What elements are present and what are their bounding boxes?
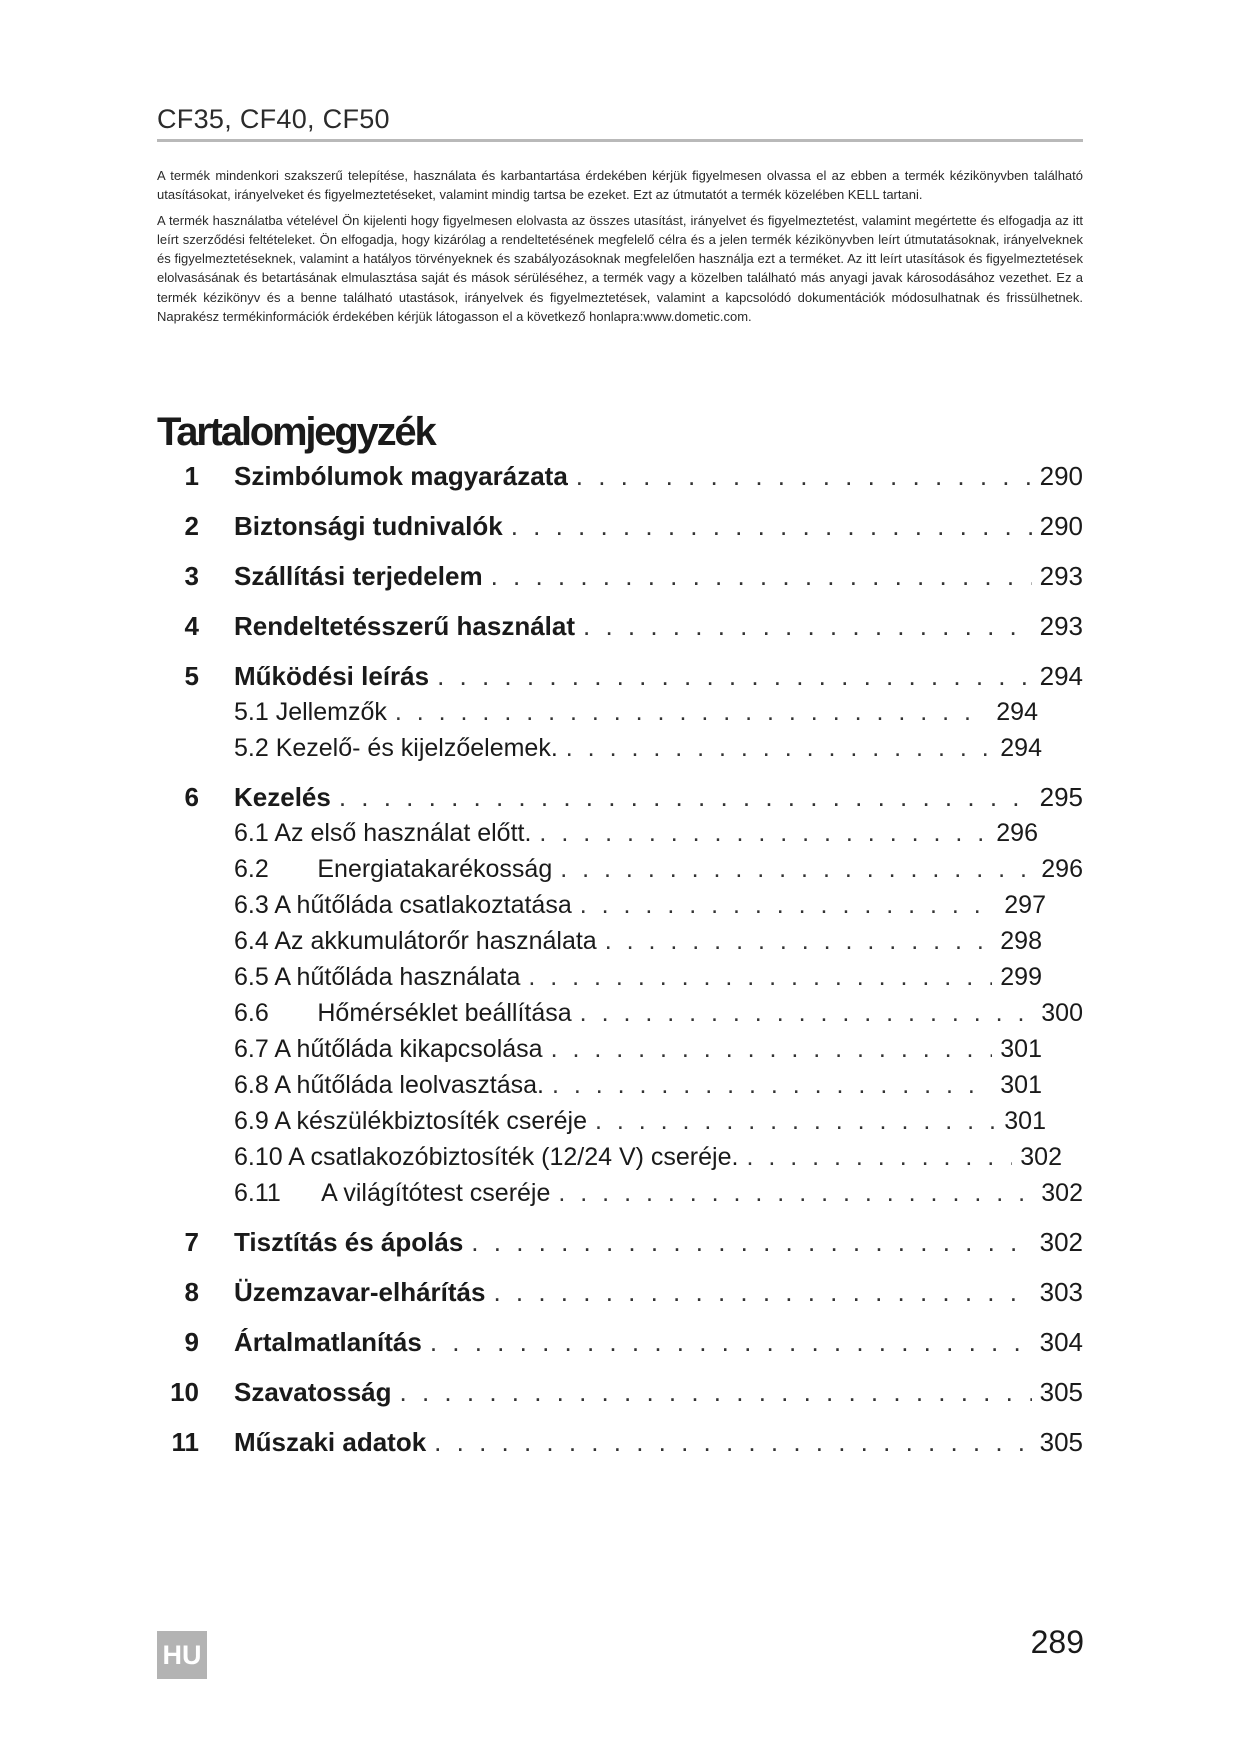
toc-subentry-page: 294 xyxy=(1000,733,1042,762)
dot-leader xyxy=(400,1377,1032,1408)
toc-subentry[interactable] xyxy=(157,1031,1083,1067)
toc-subentry[interactable] xyxy=(157,1175,1083,1211)
toc-entry-title: Ártalmatlanítás xyxy=(234,1326,422,1357)
toc-subentry-title: 6.2 Energiatakarékosság xyxy=(234,854,553,883)
toc-subentry-title: 6.8 A hűtőláda leolvasztása. xyxy=(234,1070,544,1099)
toc-subentry[interactable] xyxy=(157,1067,1083,1103)
toc-subentry-page: 296 xyxy=(996,818,1038,847)
dot-leader xyxy=(551,1035,993,1064)
dot-leader xyxy=(395,698,988,727)
toc-entry-page: 305 xyxy=(1039,1376,1083,1407)
toc-subentry-page: 296 xyxy=(1041,854,1083,883)
toc-subentry-page: 298 xyxy=(1000,926,1042,955)
toc-entry-page: 294 xyxy=(1039,660,1083,691)
toc-heading: Tartalomjegyzék xyxy=(157,410,435,454)
toc-subentry-title: 6.10 A csatlakozóbiztosíték (12/24 V) cseréje. xyxy=(234,1142,739,1171)
toc-entry[interactable] xyxy=(157,779,1083,815)
toc-entry[interactable] xyxy=(157,1324,1083,1360)
toc-entry-title: Működési leírás xyxy=(234,660,430,691)
toc-entry-page: 293 xyxy=(1039,560,1083,591)
toc-entry-number: 1 xyxy=(184,460,199,491)
toc-subentry-page: 299 xyxy=(1000,962,1042,991)
dot-leader xyxy=(528,963,992,992)
toc-entry-page: 304 xyxy=(1039,1326,1083,1357)
toc-entry-number: 11 xyxy=(171,1426,199,1457)
toc-entry-page: 302 xyxy=(1039,1226,1083,1257)
intro-text xyxy=(157,166,1083,332)
toc-entry[interactable] xyxy=(157,1424,1083,1460)
toc-entry[interactable] xyxy=(157,458,1083,494)
dot-leader xyxy=(746,1143,1012,1172)
intro-paragraph-1: A termék mindenkori szakszerű telepítése, használata és karbantartása érdekében kérjük figyelmesen olvassa el az ebben a termék kézikönyvben található utasításokat, irányelveket és figyelmeztetéseket, valamint mindig tartsa be ezeket. Ezt az útmutatót a termék közelében KELL tartani. xyxy=(157,168,1083,203)
toc-entry-page: 303 xyxy=(1039,1276,1083,1307)
dot-leader xyxy=(339,782,1032,813)
toc-entry-page: 290 xyxy=(1039,510,1083,541)
toc-subentry[interactable] xyxy=(157,959,1083,995)
toc-subentry-title: 6.3 A hűtőláda csatlakoztatása xyxy=(234,890,572,919)
dot-leader xyxy=(491,561,1032,592)
toc-subentry-page: 294 xyxy=(996,697,1038,726)
toc-entry-page: 305 xyxy=(1039,1426,1083,1457)
dot-leader xyxy=(576,461,1032,492)
toc-entry-number: 5 xyxy=(184,660,199,691)
dot-leader xyxy=(580,891,997,920)
toc-entry[interactable] xyxy=(157,1374,1083,1410)
toc-entry[interactable] xyxy=(157,608,1083,644)
language-badge: HU xyxy=(157,1631,207,1679)
toc-subentry-title: 6.1 Az első használat előtt. xyxy=(234,818,532,847)
intro-paragraph-2: A termék használatba vételével Ön kijelenti hogy figyelmesen elolvasta az összes utasítást, irányelvet és figyelmeztetést, valamint megértette és elfogadja az itt leírt szerződési feltételeket. Ön elfogadja, hogy kizárólag a rendeltetésének megfelelő célra és a jelen termék kézikönyvben leírt útmutatásoknak, irányelveknek és figyelmeztetéseknek, valamint a hatályos törvényeknek és szabályozásoknak megfelelően használja ezt a terméket. Az itt leírt utasítások és figyelmeztetések elolvasásának és betartásának elmulasztása saját és mások sérüléséhez, a termék vagy a közelben található más anyagi javak károsodásához vezethet. Ez a termék kézikönyv és a benne található utastások, irányelvek és figyelmeztetések, valamint a kapcsolódó dokumentációk módosulhatnak és frissülhetnek. Naprakész termékinformációk érdekében kérjük látogasson el a következő honlapra:www.dometic.com. xyxy=(157,212,1083,325)
toc-entry-title: Rendeltetésszerű használat xyxy=(234,610,576,641)
toc-subentry[interactable] xyxy=(157,694,1083,730)
dot-leader xyxy=(566,734,993,763)
toc-subentry[interactable] xyxy=(157,1103,1083,1139)
toc-subentry[interactable] xyxy=(157,1139,1083,1175)
toc-subentry-title: 5.1 Jellemzők xyxy=(234,697,387,726)
dot-leader xyxy=(539,819,988,848)
toc-entry-title: Tisztítás és ápolás xyxy=(234,1226,464,1257)
toc-entry-page: 290 xyxy=(1039,460,1083,491)
toc-entry[interactable] xyxy=(157,1274,1083,1310)
dot-leader xyxy=(493,1277,1031,1308)
toc-entry-number: 6 xyxy=(184,781,199,812)
toc-subentry-title: 6.7 A hűtőláda kikapcsolása xyxy=(234,1034,543,1063)
toc-subentry-page: 300 xyxy=(1041,998,1083,1027)
toc-entry-title: Szimbólumok magyarázata xyxy=(234,460,568,491)
toc-subentry-title: 6.11 A világítótest cseréje xyxy=(234,1178,551,1207)
toc-subentry[interactable] xyxy=(157,887,1083,923)
toc-subentry-title: 6.4 Az akkumulátorőr használata xyxy=(234,926,597,955)
toc-entry-number: 4 xyxy=(184,610,199,641)
toc-subentry[interactable] xyxy=(157,730,1083,766)
toc-subentry-page: 301 xyxy=(1004,1106,1046,1135)
toc-entry-title: Kezelés xyxy=(234,781,331,812)
dot-leader xyxy=(552,1071,992,1100)
toc-subentry-page: 302 xyxy=(1041,1178,1083,1207)
header-divider xyxy=(157,139,1083,142)
toc-entry-page: 293 xyxy=(1039,610,1083,641)
toc-entry-title: Műszaki adatok xyxy=(234,1426,427,1457)
dot-leader xyxy=(430,1327,1032,1358)
dot-leader xyxy=(558,1179,1033,1208)
document-header-title: CF35, CF40, CF50 xyxy=(157,104,390,134)
toc-entry-number: 9 xyxy=(184,1326,199,1357)
toc-subentry-page: 301 xyxy=(1000,1070,1042,1099)
toc-entry[interactable] xyxy=(157,558,1083,594)
toc-entry-number: 10 xyxy=(170,1376,199,1407)
dot-leader xyxy=(583,611,1032,642)
toc-entry-number: 2 xyxy=(184,510,199,541)
toc-subentry[interactable] xyxy=(157,815,1083,851)
toc-subentry-title: 6.9 A készülékbiztosíték cseréje xyxy=(234,1106,587,1135)
dot-leader xyxy=(434,1427,1031,1458)
toc-subentry-title: 6.5 A hűtőláda használata xyxy=(234,962,521,991)
dot-leader xyxy=(437,661,1032,692)
toc-subentry-page: 297 xyxy=(1004,890,1046,919)
toc-subentry-title: 6.6 Hőmérséklet beállítása xyxy=(234,998,572,1027)
dot-leader xyxy=(511,511,1032,542)
toc-entry-title: Szavatosság xyxy=(234,1376,392,1407)
toc-subentry[interactable] xyxy=(157,851,1083,887)
toc-entry[interactable] xyxy=(157,508,1083,544)
dot-leader xyxy=(580,999,1034,1028)
dot-leader xyxy=(560,855,1033,884)
dot-leader xyxy=(471,1227,1031,1258)
toc-entry[interactable] xyxy=(157,1224,1083,1260)
toc-subentry[interactable] xyxy=(157,923,1083,959)
toc-subentry-title: 5.2 Kezelő- és kijelzőelemek. xyxy=(234,733,558,762)
page-number: 289 xyxy=(1030,1624,1084,1660)
toc-entry-number: 3 xyxy=(184,560,199,591)
toc-entry-number: 8 xyxy=(184,1276,199,1307)
dot-leader xyxy=(605,927,993,956)
toc-entry-page: 295 xyxy=(1039,781,1083,812)
toc-subentry-page: 302 xyxy=(1020,1142,1062,1171)
toc-subentry-page: 301 xyxy=(1000,1034,1042,1063)
toc-entry-title: Biztonsági tudnivalók xyxy=(234,510,503,541)
toc-entry-number: 7 xyxy=(184,1226,199,1257)
toc-entry[interactable] xyxy=(157,658,1083,694)
toc-entry-title: Szállítási terjedelem xyxy=(234,560,483,591)
dot-leader xyxy=(595,1107,996,1136)
toc-subentry[interactable] xyxy=(157,995,1083,1031)
toc-entry-title: Üzemzavar-elhárítás xyxy=(234,1276,486,1307)
